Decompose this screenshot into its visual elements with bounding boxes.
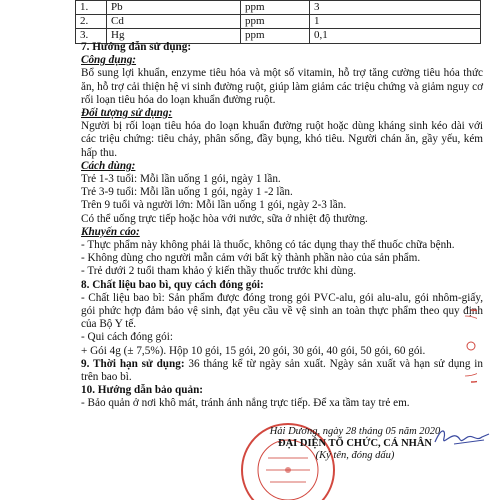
table-cell: ppm — [241, 29, 310, 43]
table-cell: Pb — [107, 1, 241, 15]
sign-date: Hải Dương, ngày 28 tháng 05 năm 2020 — [269, 426, 441, 437]
table-cell: 1. — [76, 1, 107, 15]
section-7-heading: 7. Hướng dẫn sử dụng: — [81, 41, 192, 53]
side-stamp-icon — [437, 306, 477, 386]
uses-label: Công dụng: — [81, 54, 137, 67]
table-cell: ppm — [241, 15, 310, 29]
packaging-material-text: - Chất liệu bao bì: Sản phẩm được đóng trong gói PVC-alu, gói alu-alu, gói nhôm-giấy, gói phức hợp đảm bảo vệ sinh, đạt yêu cầu về vệ sinh an toàn thực phẩm theo quy định của Bộ Y tế. — [81, 291, 483, 331]
storage-text: - Bảo quản ở nơi khô mát, tránh ánh nắng trực tiếp. Để xa tầm tay trẻ em. — [81, 397, 410, 410]
table-row — [76, 1, 481, 15]
sign-title: ĐẠI DIỆN TỔ CHỨC, CÁ NHÂN — [277, 438, 432, 449]
table-cell: 3 — [310, 1, 481, 15]
section-8-heading: 8. Chất liệu bao bì, quy cách đóng gói: — [81, 278, 264, 291]
table-cell: ppm — [241, 1, 310, 15]
document-body — [81, 41, 483, 411]
sign-subtitle: (Ký tên, đóng dấu) — [315, 450, 395, 461]
dosage-line: Trên 9 tuổi và người lớn: Mỗi lần uống 1 gói, ngày 2-3 lần. — [81, 199, 347, 212]
dosage-label: Cách dùng: — [81, 159, 136, 172]
table-cell: 0,1 — [310, 29, 481, 43]
section-9-heading: 9. Thời hạn sử dụng: — [81, 357, 185, 370]
packaging-spec-text: + Gói 4g (± 7,5%). Hộp 10 gói, 15 gói, 20 gói, 30 gói, 40 gói, 50 gói, 60 gói. — [81, 344, 426, 357]
warning-line: - Không dùng cho người mẫn cảm với bất kỳ thành phần nào của sản phẩm. — [81, 252, 421, 265]
packaging-spec-label: - Qui cách đóng gói: — [81, 331, 173, 344]
target-users-label: Đối tượng sử dụng: — [81, 107, 173, 120]
dosage-line: Trẻ 3-9 tuổi: Mỗi lần uống 1 gói, ngày 1 -2 lần. — [81, 186, 293, 199]
dosage-line: Trẻ 1-3 tuổi: Mỗi lần uống 1 gói, ngày 1 lần. — [81, 173, 281, 186]
contaminant-limits-table — [75, 0, 481, 44]
section-10-heading: 10. Hướng dẫn bảo quản: — [81, 384, 204, 397]
signature-block — [255, 426, 455, 462]
warning-line: - Trẻ dưới 2 tuổi tham khảo ý kiến thầy thuốc trước khi dùng. — [81, 265, 357, 278]
shelf-life-paragraph — [81, 358, 483, 384]
table-cell: 2. — [76, 15, 107, 29]
warning-line: - Thực phẩm này không phải là thuốc, không có tác dụng thay thế thuốc chữa bệnh. — [81, 239, 455, 252]
table-cell: Cd — [107, 15, 241, 29]
table-row — [76, 15, 481, 29]
table-cell: Hg — [107, 29, 241, 43]
uses-text: Bổ sung lợi khuẩn, enzyme tiêu hóa và một số vitamin, hỗ trợ tăng cường tiêu hóa thức ăn, hỗ trợ cải thiện hệ vi sinh đường ruột, giúp làm giảm các triệu chứng và giảm nguy cơ rối loạn tiêu hóa do loạn khuẩn đường ruột. — [81, 67, 483, 106]
table-cell: 1 — [310, 15, 481, 29]
shelf-life-text: 36 tháng kể từ ngày sản xuất. Ngày sản xuất và hạn sử dụng in trên bao bì. — [81, 357, 484, 384]
target-users-text: Người bị rối loạn tiêu hóa do loạn khuẩn đường ruột hoặc dùng kháng sinh kéo dài với các triệu chứng: tiêu chảy, phân sống, đầy bụng, khó tiêu. Người chán ăn, gầy yếu, kém hấp thu. — [81, 120, 483, 159]
table-cell: 3. — [76, 29, 107, 43]
warnings-label: Khuyến cáo: — [81, 225, 140, 238]
dosage-line: Có thể uống trực tiếp hoặc hòa với nước, sữa ở nhiệt độ thường. — [81, 212, 368, 225]
